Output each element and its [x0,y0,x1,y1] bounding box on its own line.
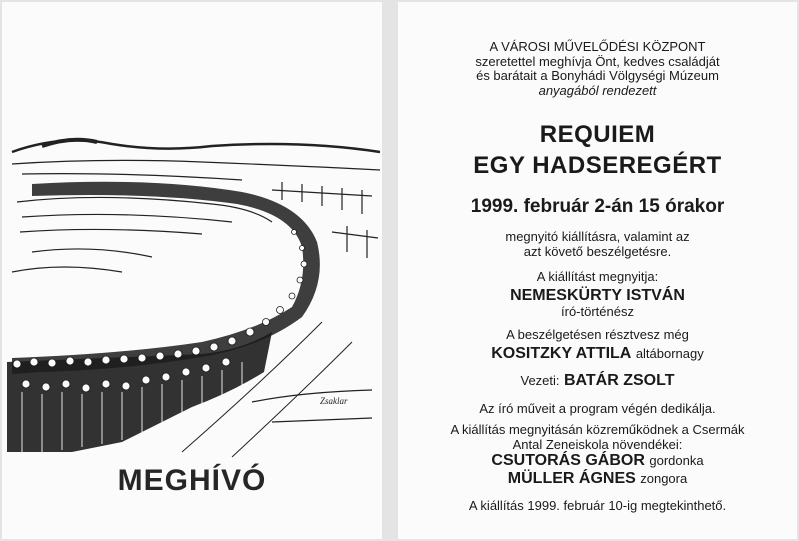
title-line-2: EGY HADSEREGÉRT [473,152,722,179]
music-line-2: Antal Zeneiskola növendékei: [512,436,683,452]
music-line-1: A kiállítás megnyitásán közreműködnek a Csermák [450,422,745,437]
invitation-page [398,2,797,539]
opener-intro: A kiállítást megnyitja: [536,269,659,284]
event-datetime: 1999. február 2-án 15 órakor [470,196,725,217]
musician-1-instrument: gordonka [649,453,704,468]
title-line-1: REQUIEM [539,121,656,148]
purpose-line-1: megnyitó kiállításra, valamint az [505,229,690,244]
opener-section [398,270,797,319]
music-section [398,423,797,488]
host-intro: Vezeti: [520,373,560,388]
purpose-line-2: azt követő beszélgetésre. [523,243,672,259]
header-line-4: anyagából rendezett [538,82,657,98]
musician-2-name: MÜLLER ÁGNES [507,470,636,487]
author-note: Az író műveit a program végén dedikálja. [479,401,716,416]
exhibition-title [398,119,797,181]
organizer-line: A VÁROSI MŰVELŐDÉSI KÖZPONT [489,39,706,54]
musician-2-instrument: zongora [640,471,688,486]
discussion-intro: A beszélgetésen résztvesz még [506,327,689,342]
artist-signature: Zsaklar [320,396,348,406]
opener-role: író-történész [561,303,634,319]
discussion-role: altábornagy [635,345,704,361]
header-line-2: szeretettel meghívja Önt, kedves családját [475,53,720,69]
cover-page [2,2,382,539]
opener-name: NEMESKÜRTY ISTVÁN [510,286,685,304]
host-name: BATÁR ZSOLT [563,372,675,389]
cover-title: MEGHÍVÓ [117,464,267,497]
closing-note: A kiállítás 1999. február 10-ig megtekinthető. [468,498,727,513]
discussion-section [398,328,797,363]
host-section [398,372,797,390]
header-line-3: és barátait a Bonyhádi Völgységi Múzeum [476,68,719,83]
purpose [398,230,797,259]
marching-soldiers-illustration [2,122,382,462]
discussion-name: KOSITZKY ATTILA [491,344,632,362]
header [398,40,797,98]
musician-1-name: CSUTORÁS GÁBOR [491,452,645,469]
